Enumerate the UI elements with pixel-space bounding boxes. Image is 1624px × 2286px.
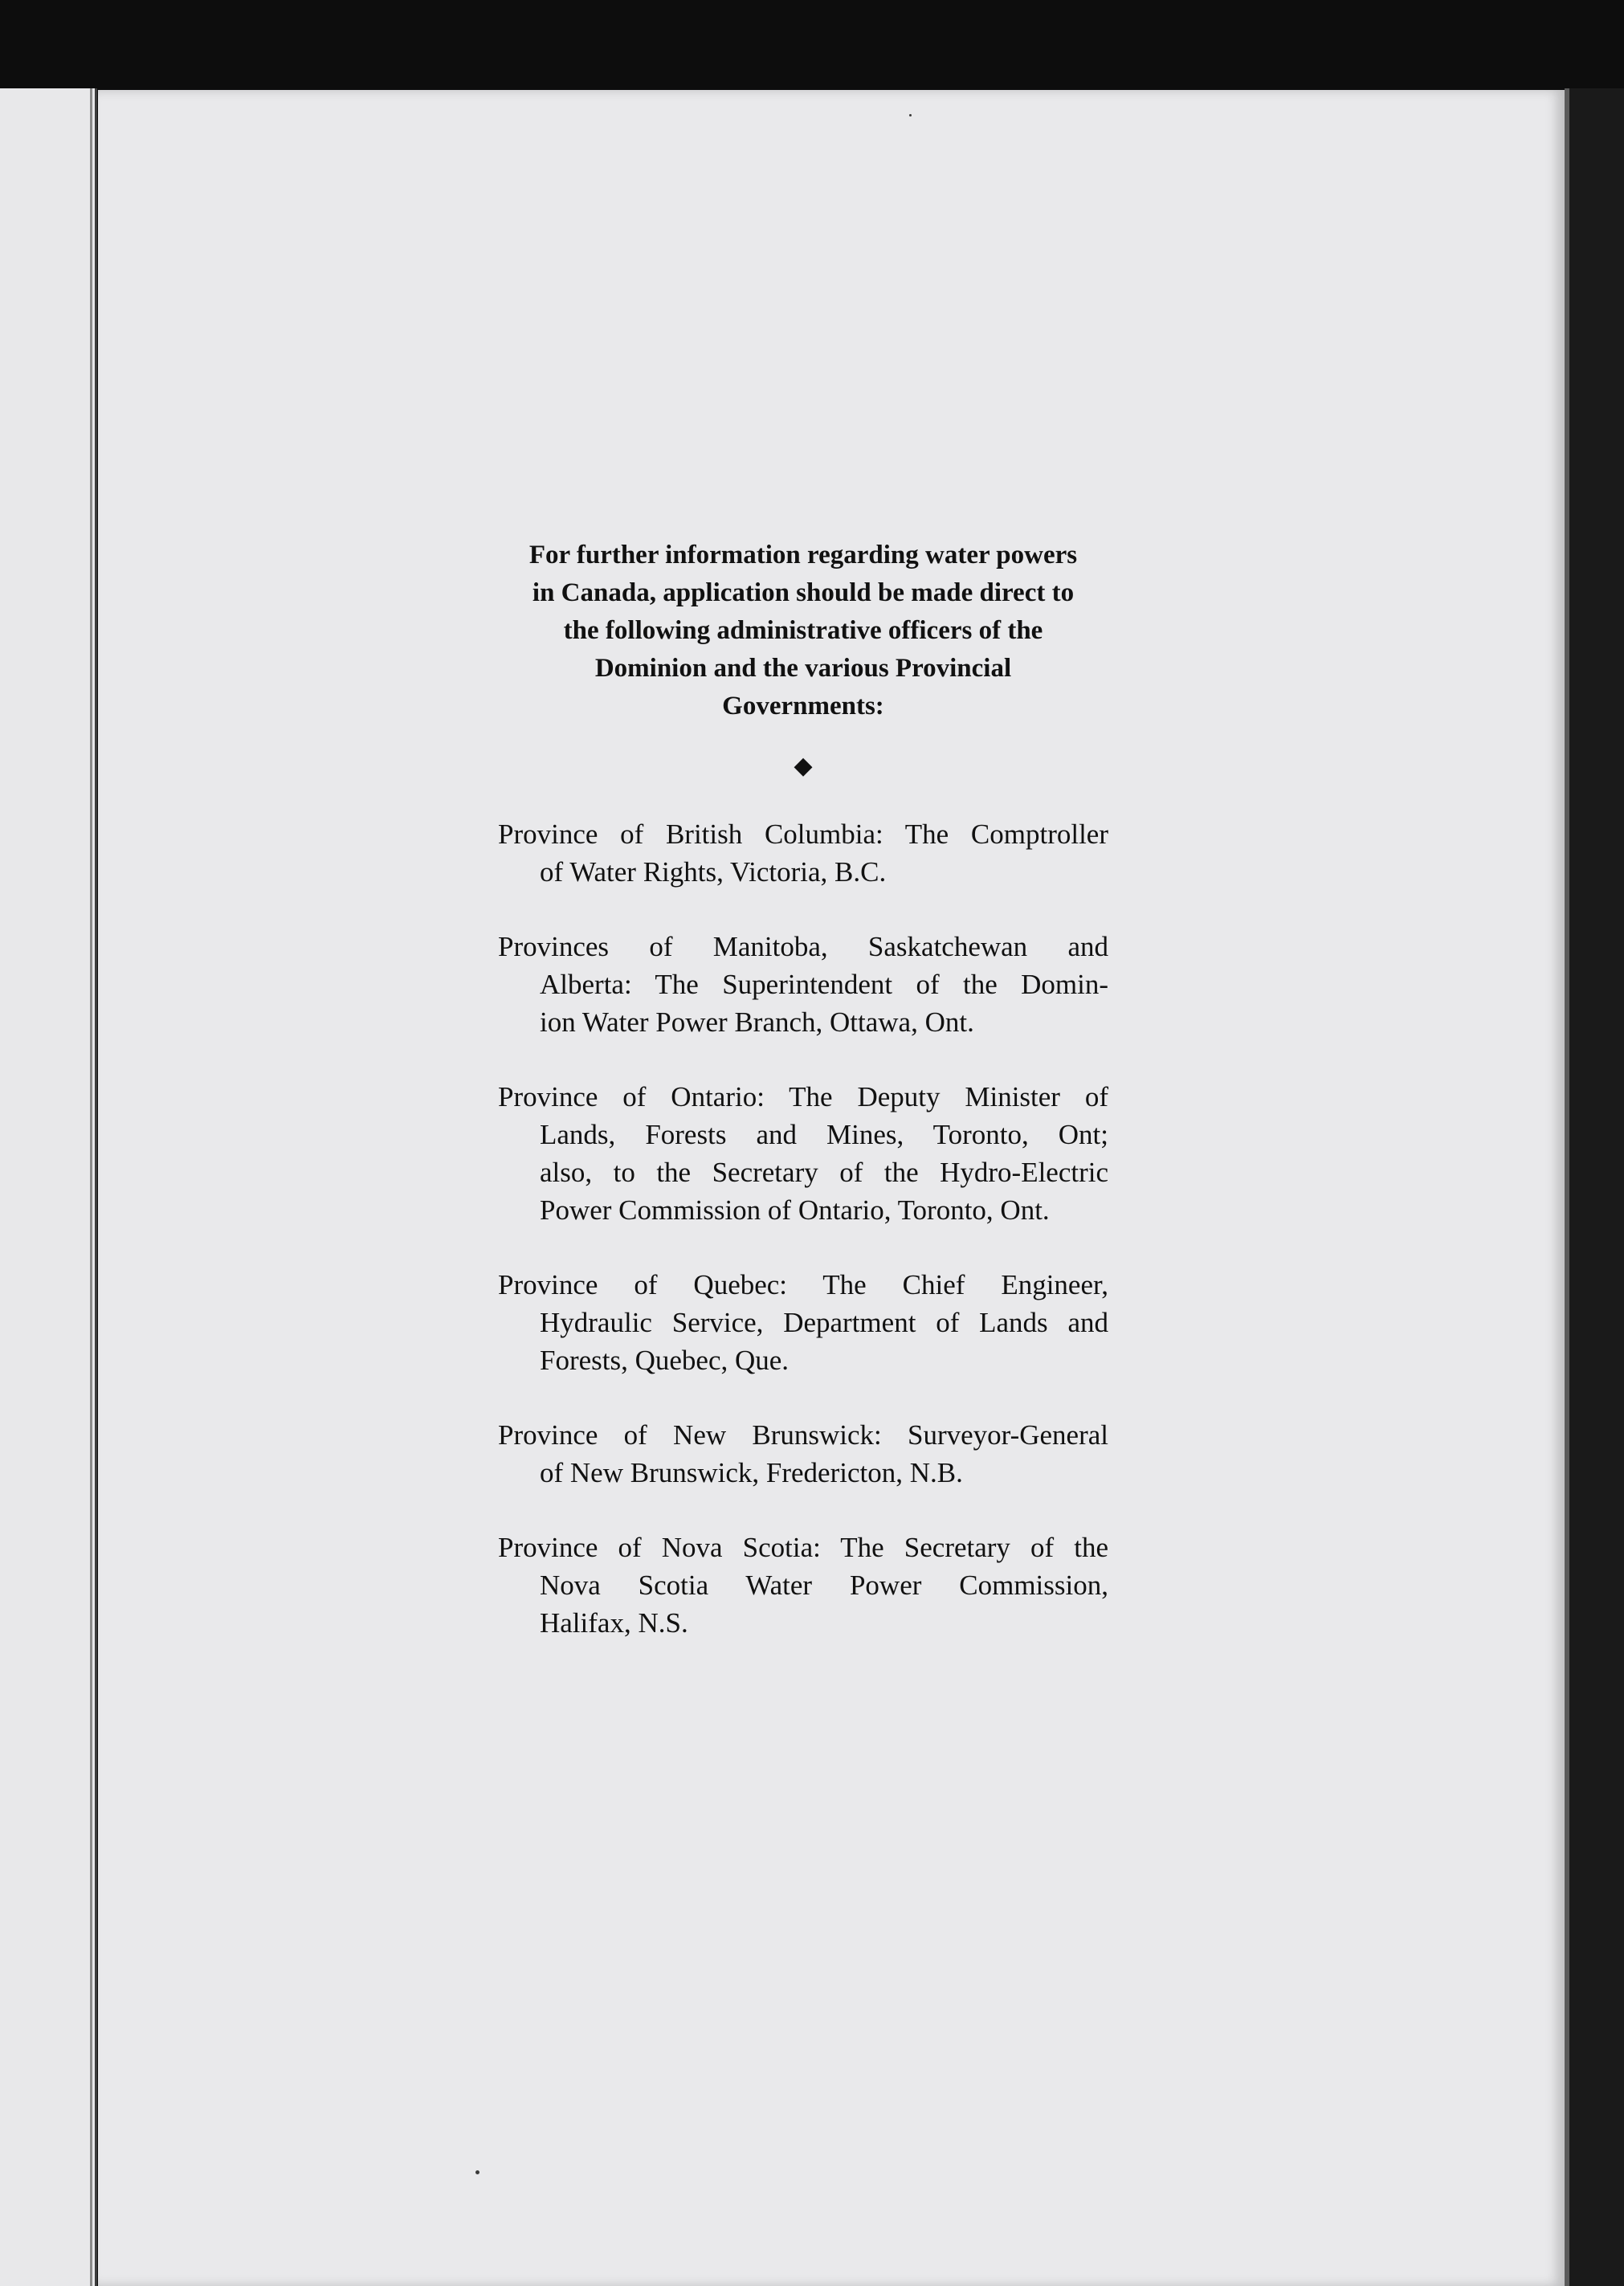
entry-line: Province of British Columbia: The Comptroller [498, 818, 1108, 850]
entry-line: ion Water Power Branch, Ottawa, Ont. [540, 1006, 974, 1038]
entry-line: Forests, Quebec, Que. [540, 1345, 790, 1376]
intro-line: the following administrative officers of the [563, 616, 1043, 645]
entry-line: Province of Nova Scotia: The Secretary of the [498, 1532, 1108, 1563]
entry-line: Hydraulic Service, Department of Lands and [540, 1307, 1108, 1338]
intro-line: in Canada, application should be made direct to [532, 578, 1075, 607]
entry-line: Province of Quebec: The Chief Engineer, [498, 1269, 1108, 1300]
entry-line: Provinces of Manitoba, Saskatchewan and [498, 931, 1108, 962]
entry-line: Lands, Forests and Mines, Toronto, Ont; [540, 1119, 1108, 1150]
entry-line: Province of New Brunswick: Surveyor-General [498, 1419, 1108, 1451]
entry-line: Halifax, N.S. [540, 1607, 688, 1639]
intro-paragraph [498, 537, 1108, 725]
intro-line: Governments: [722, 692, 884, 720]
entry-line: of New Brunswick, Fredericton, N.B. [540, 1457, 963, 1488]
entry-line: Power Commission of Ontario, Toronto, Ont. [540, 1194, 1050, 1226]
entry-british-columbia [498, 815, 1108, 891]
entry-ontario [498, 1078, 1108, 1229]
dust-speck [475, 2170, 479, 2174]
intro-line: For further information regarding water powers [528, 541, 1078, 569]
entry-nova-scotia [498, 1529, 1108, 1642]
diamond-ornament: ◆ [794, 753, 813, 779]
entry-line: of Water Rights, Victoria, B.C. [540, 856, 887, 888]
intro-line: Dominion and the various Provincial [594, 654, 1012, 683]
facing-page-edge [0, 88, 97, 2286]
entry-manitoba-saskatchewan-alberta [498, 928, 1108, 1041]
entry-line: Alberta: The Superintendent of the Domin- [540, 969, 1108, 1000]
entry-line: Province of Ontario: The Deputy Minister of [498, 1081, 1108, 1112]
entry-new-brunswick [498, 1416, 1108, 1492]
entry-line: also, to the Secretary of the Hydro-Electric [540, 1157, 1108, 1188]
right-binding-edge [1565, 88, 1624, 2286]
dust-speck [909, 114, 912, 116]
entry-quebec [498, 1266, 1108, 1379]
entry-line: Nova Scotia Water Power Commission, [540, 1570, 1108, 1601]
contact-listing [498, 537, 1108, 1679]
